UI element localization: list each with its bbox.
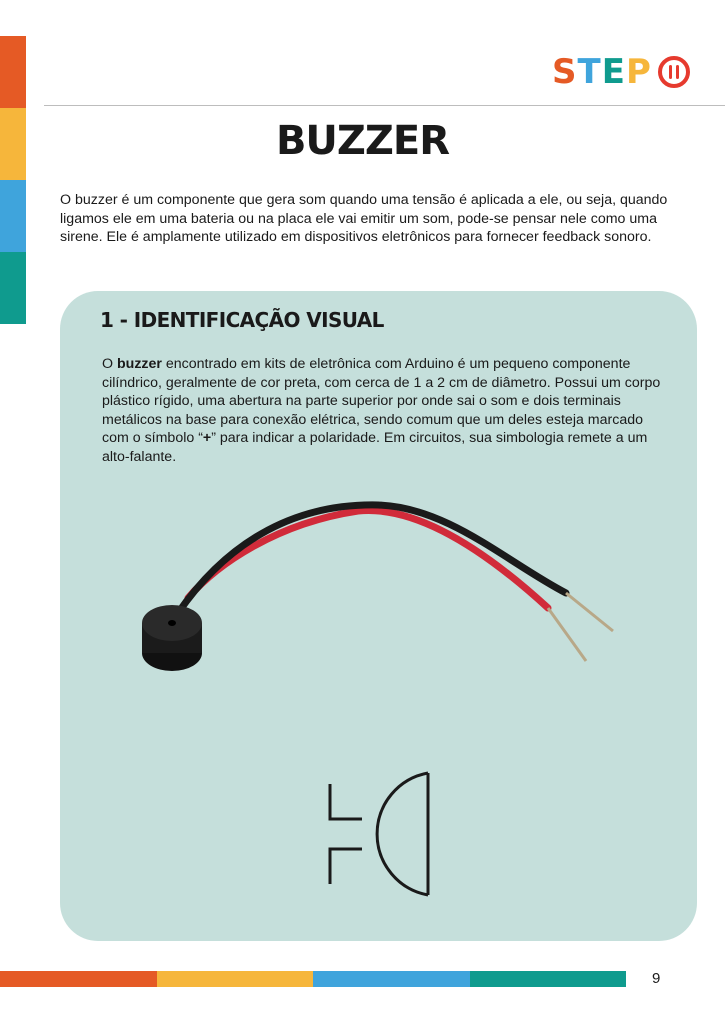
- logo-letter-s: S: [552, 52, 578, 92]
- footer-orange: [0, 971, 157, 987]
- strip-orange: [0, 36, 26, 108]
- page-title: BUZZER: [275, 118, 450, 164]
- strip-teal: [0, 252, 26, 324]
- left-color-strip: [0, 36, 26, 324]
- page-number: 9: [652, 970, 661, 987]
- intro-paragraph: O buzzer é um componente que gera som quando uma tensão é aplicada a ele, ou seja, quando ligamos ele em uma bateria ou na placa ele vai emitir um som, pode-se pensar nele como uma sirene. Ele é amplamente utilizado em dispositivos eletrônicos para fornecer feedback sonoro.: [60, 192, 668, 246]
- buzzer-body: [142, 605, 202, 671]
- buzzer-photo: [128, 493, 658, 747]
- step-logo: [552, 52, 692, 92]
- buzzer-symbol-icon: [322, 769, 442, 899]
- footer-teal: [470, 971, 627, 987]
- section-card: [60, 291, 697, 941]
- section-text-start: O: [102, 356, 117, 372]
- section-paragraph: [102, 355, 667, 467]
- section-heading: 1 - IDENTIFICAÇÃO VISUAL: [100, 308, 384, 332]
- footer-color-bar: [0, 971, 626, 987]
- logo-letter-e: E: [601, 52, 626, 92]
- strip-blue: [0, 180, 26, 252]
- section-text-mid: encontrado em kits de eletrônica com Arduino é um pequeno componente cilíndrico, geralmente de cor preta, com cerca de 1 a 2 cm de diâmetro. Possui um corpo plástico rígido, uma abertura na parte superior por onde sai o som e dois terminais metálicos na base para conexão elétrica, sendo comum que um deles esteja marcado com o símbolo “: [102, 356, 661, 447]
- header-divider: [44, 105, 725, 106]
- logo-letter-t: T: [577, 52, 602, 92]
- section-text-bold: buzzer: [116, 356, 162, 372]
- footer-blue: [313, 971, 470, 987]
- footer-yellow: [157, 971, 314, 987]
- section-text-plus: +: [202, 430, 212, 447]
- section-text-end: ” para indicar a polaridade. Em circuitos, sua simbologia remete a um alto-falante.: [102, 430, 648, 465]
- logo-wordmark: [552, 52, 652, 92]
- logo-badge-icon: [656, 54, 692, 90]
- logo-letter-p: P: [625, 52, 652, 92]
